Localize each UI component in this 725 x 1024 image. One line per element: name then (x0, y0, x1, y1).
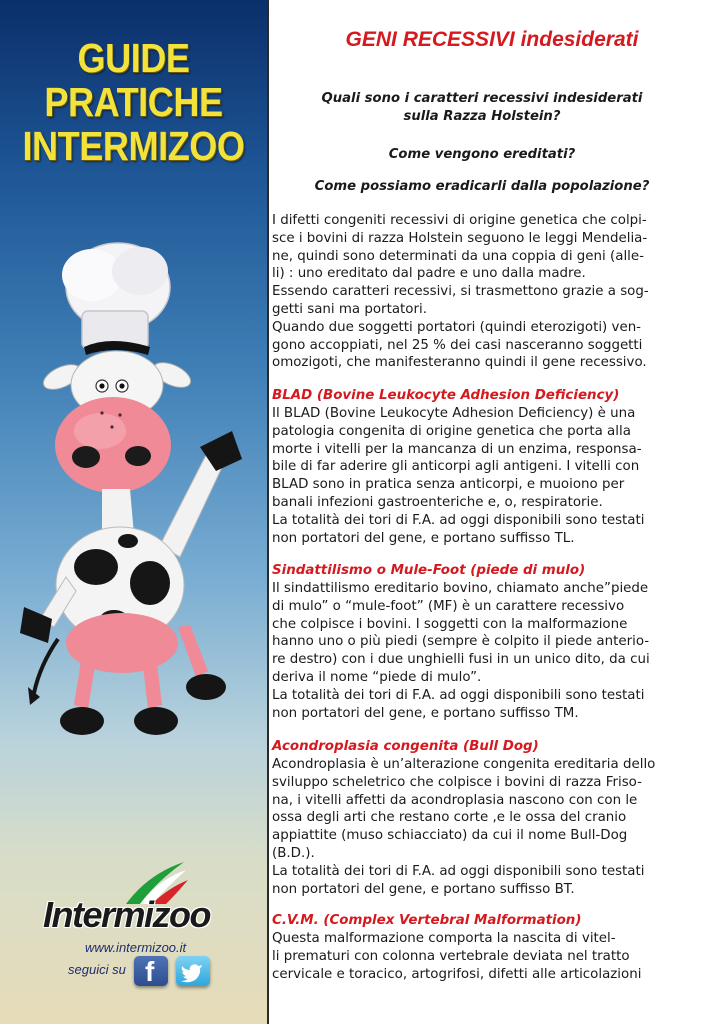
section-paragraph: Questa malformazione comporta la nascita di vitel- li prematuri con colonna vertebrale deviata nel tratto cervicale e toracico, artogrifosi, difetti alle articolazioni (272, 931, 642, 982)
guide-title-line: INTERMIZOO (22, 123, 245, 169)
sidebar-banner (0, 0, 267, 1024)
guide-title (0, 36, 267, 168)
section-heading: Sindattilismo o Mule-Foot (piede di mulo) (272, 563, 586, 578)
question: Come vengono ereditati? (388, 147, 576, 162)
twitter-icon[interactable] (176, 956, 210, 986)
guide-title-line: PRATICHE (44, 79, 223, 125)
section-paragraph: Il sindattilismo ereditario bovino, chiamato anche”piede di mulo” o “mule-foot” (MF) è un carattere recessivo che colpisce i bovini. I soggetti con la malformazione hanno uno o più piedi (sempre è colpito il piede anterio- re destro) con i due unghielli fusi in un unico dito, da cui deriva il nome “piede di mulo”. La totalità dei tori di F.A. ad oggi disponibili sono testati non portatori del gene, e portano suffisso TM. (272, 581, 650, 721)
question: Come possiamo eradicarli dalla popolazione? (314, 179, 650, 194)
section-heading: C.V.M. (Complex Vertebral Malformation) (272, 913, 582, 928)
cow-mascot-illustration (10, 235, 260, 755)
website-link[interactable]: www.intermizoo.it (85, 940, 187, 955)
guide-title-line: GUIDE (77, 35, 190, 81)
follow-us-label: seguici su (68, 962, 126, 977)
intro-paragraph: I difetti congeniti recessivi di origine genetica che colpi- sce i bovini di razza Holstein seguono le leggi Mendelia- ne, quindi sono determinati da una coppia di geni (alle- li) : uno ereditato dal padre e uno dalla madre. Essendo caratteri recessivi, si trasmettono grazie a sog- getti sani ma portatori. Quando due soggetti portatori (quindi eterozigoti) ven- gono accoppiati, nel 25 % dei casi nasceranno soggetti omozigoti, che manifesteranno quindi il gene recessivo. (272, 213, 649, 371)
article-title: GENI RECESSIVI indesiderati (345, 28, 639, 51)
section-heading: Acondroplasia congenita (Bull Dog) (272, 739, 539, 754)
section-heading: BLAD (Bovine Leukocyte Adhesion Deficiency) (272, 388, 620, 403)
column-divider (267, 0, 269, 1024)
section-paragraph: Acondroplasia è un’alterazione congenita ereditaria dello sviluppo scheletrico che colpisce i bovini di razza Friso- na, i vitelli affetti da acondroplasia nascono con con le ossa degli arti che restano corte ,e le ossa del cranio appiattite (muso schiacciato) da cui il nome Bull-Dog (B.D.). La totalità dei tori di F.A. ad oggi disponibili sono testati non portatori del gene, e portano suffisso BT. (272, 757, 656, 897)
facebook-icon[interactable]: f (134, 956, 168, 986)
logo-wordmark: Intermizoo (43, 894, 211, 935)
question: Quali sono i caratteri recessivi indesiderati sulla Razza Holstein? (321, 91, 643, 124)
section-paragraph: Il BLAD (Bovine Leukocyte Adhesion Deficiency) è una patologia congenita di origine genetica che porta alla morte i vitelli per la mancanza di un enzima, responsa- bile di far aderire gli anticorpi agli antigeni. I vitelli con BLAD sono in pratica senza anticorpi, e muoiono per banali infezioni gastroenteriche e, o, respiratorie. La totalità dei tori di F.A. ad oggi disponibili sono testati non portatori del gene, e portano suffisso TL. (272, 406, 645, 546)
